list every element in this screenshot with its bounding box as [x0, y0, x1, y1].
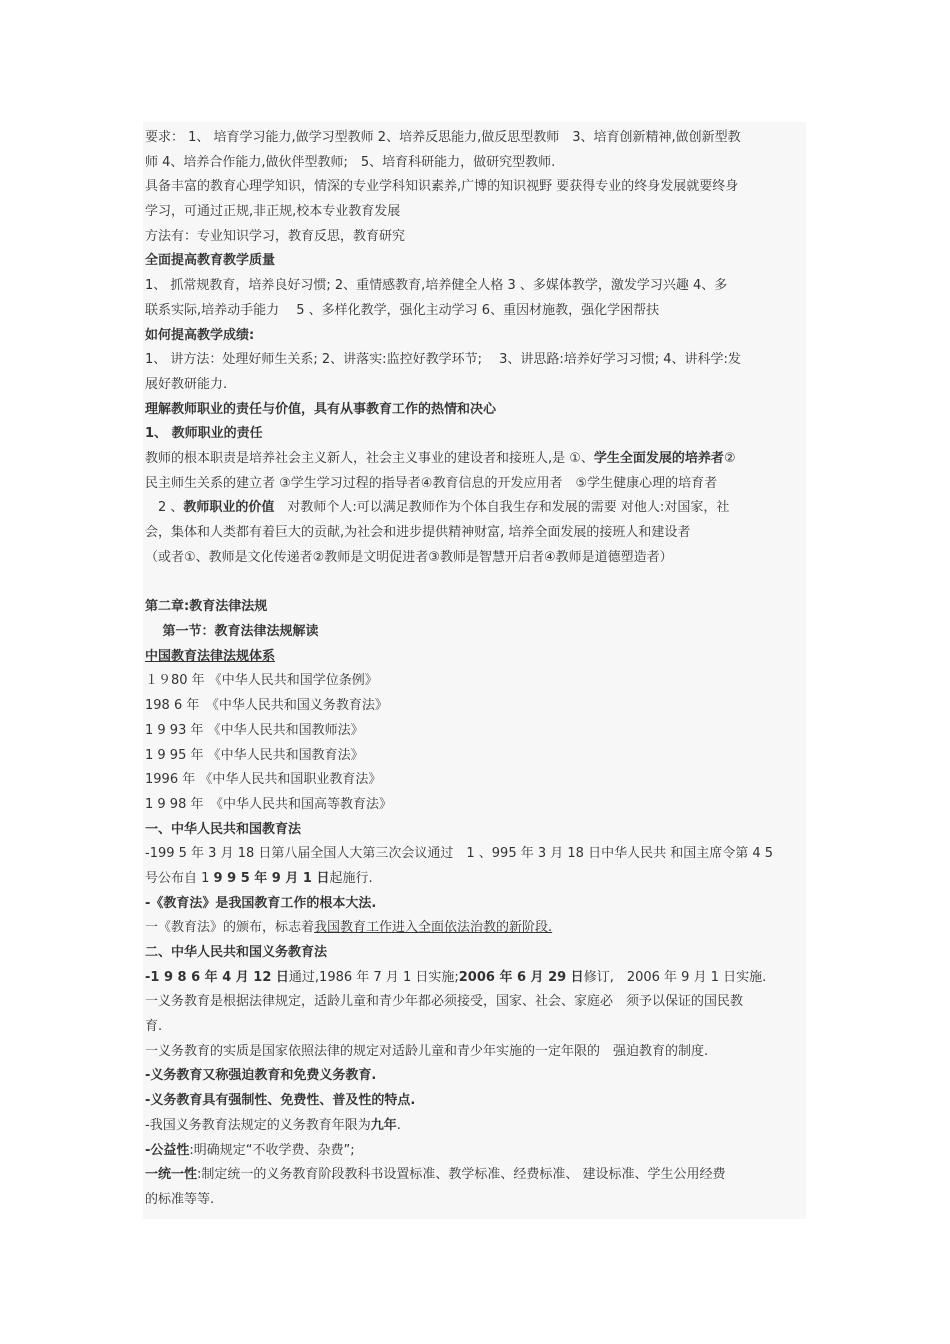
text-line: [145, 546, 804, 571]
text-segment: :制定统一的义务教育阶段教科书设置标准、教学标准、经费标准、 建设标准、学生公用经费: [197, 1167, 726, 1183]
text-segment: 理解教师职业的责任与价值，具有从事教育工作的热情和决心: [145, 401, 497, 417]
text-segment: 一《教育法》的颁布，标志着: [145, 920, 315, 936]
text-line: [145, 892, 804, 917]
text-segment: 对教师个人:可以满足教师作为个体自我生存和发展的需要 对他人:对国家，社: [274, 500, 730, 516]
text-line: [145, 1015, 804, 1040]
text-segment: 教师职业的价值: [183, 500, 275, 516]
text-line: [145, 595, 804, 620]
text-line: [145, 620, 804, 645]
text-segment: 1 9 93 年 《中华人民共和国教师法》: [145, 722, 364, 738]
text-segment: 会，集体和人类都有着巨大的贡献,为社会和进步提供精神财富, 培养全面发展的接班人和建设者: [145, 525, 691, 540]
text-line: [145, 521, 804, 546]
text-segment: 198 6 年 《中华人民共和国义务教育法》: [145, 698, 388, 714]
text-line: [145, 200, 804, 225]
text-segment: 中国教育法律法规体系: [145, 648, 276, 664]
text-segment: 学习，可通过正规,非正规,校本专业教育发展: [145, 204, 401, 220]
text-segment: 九年: [370, 1117, 397, 1133]
text-segment: 一统一性: [145, 1167, 198, 1183]
text-segment: 学生全面发展的培养者: [593, 450, 724, 466]
text-segment: -义务教育具有强制性、免费性、普及性的特点.: [145, 1093, 416, 1109]
text-segment: 要求： 1、 培育学习能力,做学习型教师 2、培养反思能力,做反思型教师 3、培育创新精神,做创新型教: [145, 130, 741, 145]
text-line: [145, 941, 804, 966]
text-line: [145, 1089, 804, 1114]
text-line: [145, 398, 804, 423]
text-segment: -《教育法》是我国教育工作的根本大法.: [145, 895, 377, 911]
text-segment: 通过,1986 年 7 月 1 日实施;: [288, 969, 459, 985]
text-segment: 全面提高教育教学质量: [145, 253, 276, 269]
text-line: [145, 1139, 804, 1164]
text-line: [145, 422, 804, 447]
text-segment: -1 9 8 6 年 4 月 12 日: [145, 969, 289, 985]
text-line: [145, 645, 804, 670]
text-line: [145, 818, 804, 843]
text-line: [145, 1040, 804, 1065]
text-segment: 联系实际,培养动手能力 5 、多样化教学，强化主动学习 6、重因材施教，强化学困帮扶: [145, 302, 660, 318]
text-segment: 1、 讲方法：处理好师生关系; 2、讲落实:监控好教学环节; 3、讲思路:培养好学习习惯; 4、讲科学:发: [145, 352, 741, 368]
text-segment: （或者①、教师是文化传递者②教师是文明促进者③教师是智慧开启者④教师是道德塑造者）: [145, 549, 673, 565]
text-segment: 展好教研能力.: [145, 376, 228, 392]
text-segment: 1、 教师职业的责任: [145, 426, 263, 442]
text-segment: 民主师生关系的建立者 ③学生学习过程的指导者④教育信息的开发应用者 ⑤学生健康心理的培育者: [145, 475, 718, 491]
text-line: [145, 916, 804, 941]
text-segment: 方法有：专业知识学习，教育反思，教育研究: [145, 228, 406, 244]
text-line: [145, 768, 804, 793]
text-segment: 第一节：教育法律法规解读: [145, 624, 319, 640]
text-line: [145, 744, 804, 769]
text-segment: 号公布自 1: [145, 870, 214, 886]
text-segment: １９80 年 《中华人民共和国学位条例》: [145, 673, 378, 689]
text-segment: 二、中华人民共和国义务教育法: [145, 945, 328, 960]
text-line: [145, 225, 804, 250]
text-segment: 1、 抓常规教育，培养良好习惯; 2、重情感教育,培养健全人格 3 、多媒体教学，激发学习兴趣 4、多: [145, 278, 728, 294]
text-segment: -义务教育又称强迫教育和免费义务教育.: [145, 1068, 377, 1084]
text-segment: 一、中华人民共和国教育法: [145, 821, 302, 837]
text-line: [145, 867, 804, 892]
text-segment: 起施行.: [329, 870, 373, 886]
text-segment: -公益性: [145, 1142, 190, 1158]
text-line: [145, 274, 804, 299]
text-line: [145, 151, 804, 176]
text-segment: -199 5 年 3 月 18 日第八届全国人大第三次会议通过 1 、995 年 3 月 18 日中华人民共 和国主席令第 4 5: [145, 846, 774, 862]
text-segment: 的标准等等.: [145, 1191, 215, 1207]
text-segment: 1 9 98 年 《中华人民共和国高等教育法》: [145, 796, 392, 812]
text-line: [145, 249, 804, 274]
text-line: [145, 694, 804, 719]
text-segment: 我国教育工作进入全面依法治教的新阶段.: [314, 920, 553, 936]
text-line: [145, 842, 804, 867]
blank-line: [145, 570, 804, 595]
text-segment: 如何提高教学成绩:: [145, 327, 255, 343]
text-segment: 第二章:教育法律法规: [145, 599, 268, 615]
text-segment: 一义务教育是根据法律规定，适龄儿童和青少年都必须接受，国家、社会、家庭必 须予以保证的国民教: [145, 994, 744, 1010]
document-page: [143, 122, 806, 1219]
text-segment: 修订, 2006 年 9 月 1 日实施.: [583, 969, 767, 985]
text-line: [145, 1163, 804, 1188]
text-line: [145, 1114, 804, 1139]
text-line: [145, 793, 804, 818]
text-segment: 具备丰富的教育心理学知识，情深的专业学科知识素养,广博的知识视野 要获得专业的终身发展就要终身: [145, 179, 739, 195]
text-segment: 9 9 5 年 9 月 1 日: [213, 870, 330, 886]
text-line: [145, 990, 804, 1015]
text-line: [145, 669, 804, 694]
text-segment: 教师的根本职责是培养社会主义新人，社会主义事业的建设者和接班人,是 ①、: [145, 450, 594, 466]
text-line: [145, 719, 804, 744]
text-line: [145, 496, 804, 521]
text-line: [145, 299, 804, 324]
text-segment: 1996 年 《中华人民共和国职业教育法》: [145, 772, 382, 788]
text-line: [145, 175, 804, 200]
text-segment: 师 4、培养合作能力,做伙伴型教师; 5、培育科研能力，做研究型教师.: [145, 154, 556, 170]
text-segment: .: [396, 1117, 401, 1133]
text-line: [145, 1064, 804, 1089]
text-segment: 一义务教育的实质是国家依照法律的规定对适龄儿童和青少年实施的一定年限的 强迫教育的制度.: [145, 1043, 709, 1059]
text-line: [145, 966, 804, 991]
text-line: [145, 373, 804, 398]
text-line: [145, 348, 804, 373]
text-segment: :明确规定“不收学费、杂费”;: [189, 1142, 355, 1158]
text-segment: ②: [723, 450, 736, 466]
text-line: [145, 472, 804, 497]
text-segment: 2006 年 6 月 29 日: [458, 969, 584, 985]
text-line: [145, 447, 804, 472]
text-segment: 2 、: [145, 500, 184, 516]
text-segment: 育.: [145, 1019, 163, 1035]
text-line: [145, 324, 804, 349]
text-line: [145, 126, 804, 151]
text-segment: -我国义务教育法规定的义务教育年限为: [145, 1117, 371, 1133]
text-segment: 1 9 95 年 《中华人民共和国教育法》: [145, 747, 364, 763]
text-line: [145, 1188, 804, 1213]
